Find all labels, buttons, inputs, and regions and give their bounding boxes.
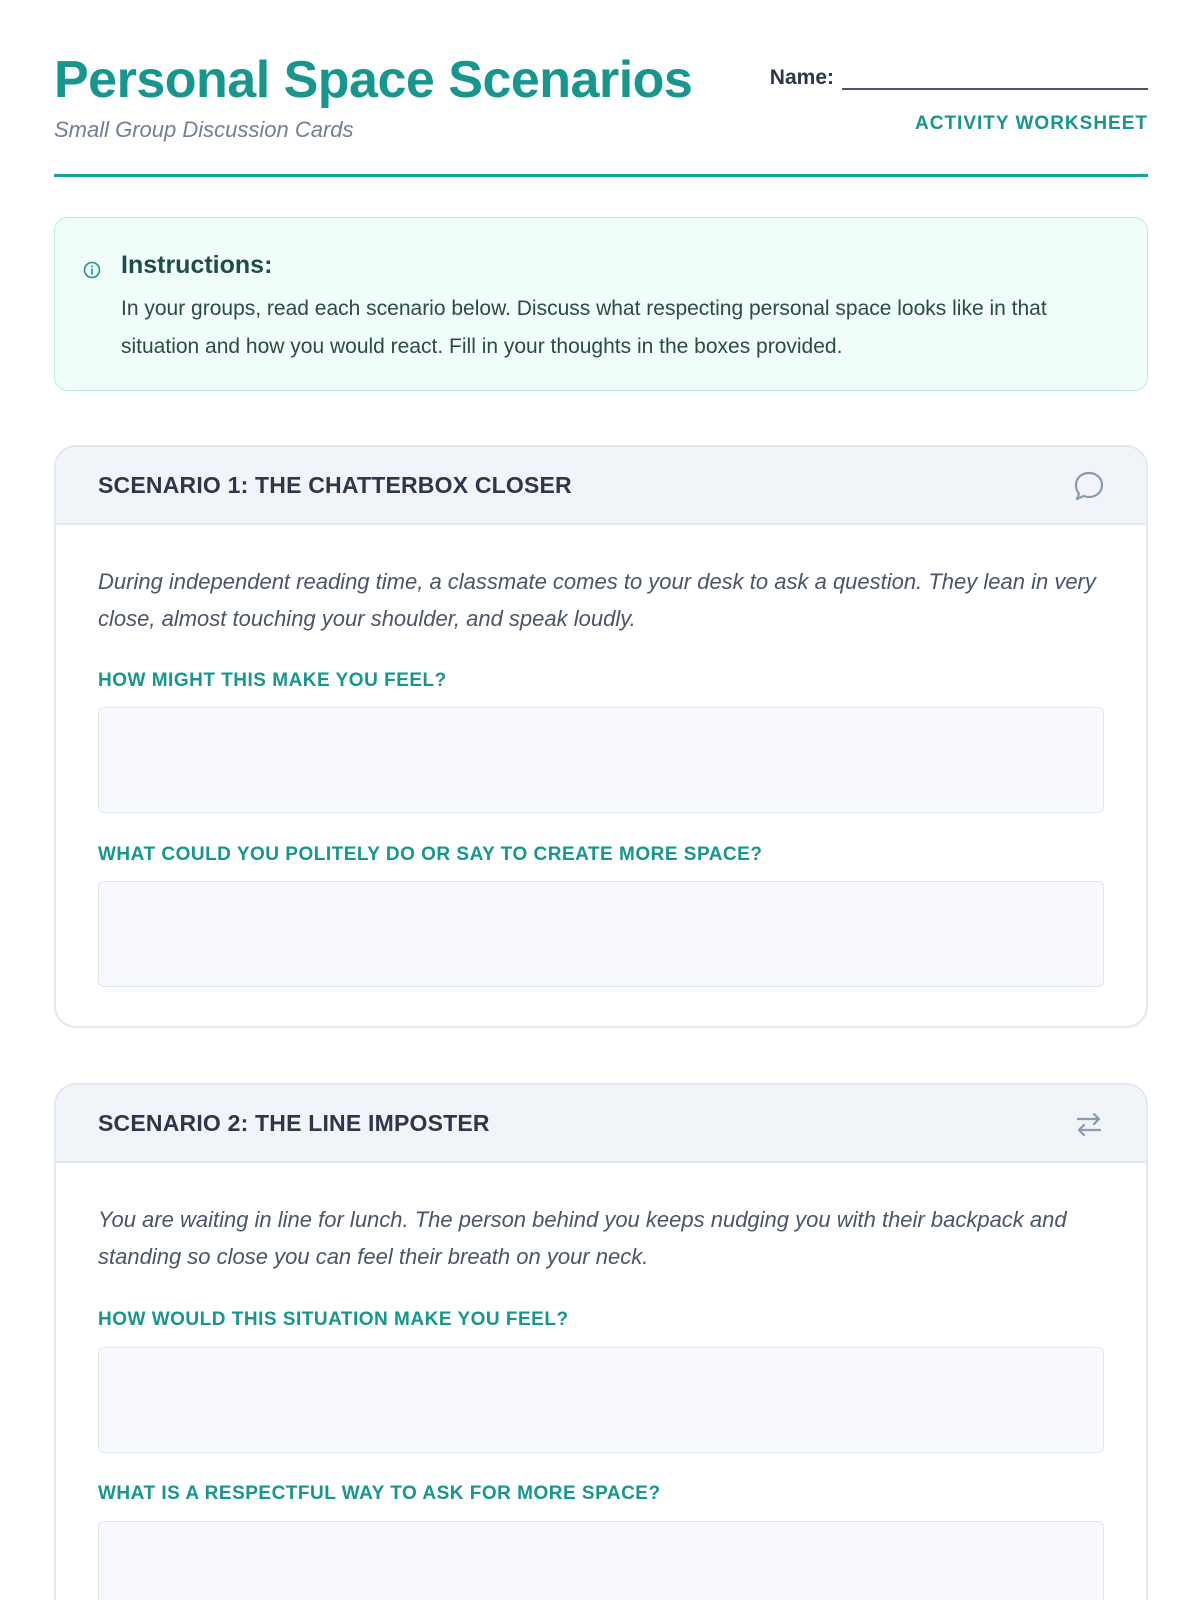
scenario-card-2 xyxy=(54,1083,1148,1600)
page-title: Personal Space Scenarios xyxy=(54,51,693,109)
question-label: HOW WOULD THIS SITUATION MAKE YOU FEEL? xyxy=(98,1309,569,1330)
question-label: WHAT IS A RESPECTFUL WAY TO ASK FOR MORE SPACE? xyxy=(98,1483,661,1504)
speech-bubble-icon xyxy=(1072,469,1106,503)
scenario-card-header xyxy=(56,447,1146,525)
scenario-title: SCENARIO 2: THE LINE IMPOSTER xyxy=(98,1110,490,1136)
page-header xyxy=(54,0,1148,177)
name-label: Name: xyxy=(769,66,834,89)
answer-box[interactable] xyxy=(98,707,1104,813)
instructions-text: In your groups, read each scenario below. Discuss what respecting personal space looks like in that situation and how you would react. Fill in your thoughts in the boxes provided. xyxy=(121,297,1047,358)
answer-box[interactable] xyxy=(98,881,1104,987)
scenario-card-1 xyxy=(54,445,1148,1028)
scenario-description: During independent reading time, a classmate comes to your desk to ask a question. They lean in very close, almost touching your shoulder, and speak loudly. xyxy=(98,569,1096,631)
worksheet-label: ACTIVITY WORKSHEET xyxy=(915,113,1148,134)
name-field[interactable] xyxy=(842,72,1148,90)
question-label: HOW MIGHT THIS MAKE YOU FEEL? xyxy=(98,670,447,691)
instructions-title: Instructions: xyxy=(121,251,273,279)
worksheet-page xyxy=(54,0,1148,1504)
scenario-description: You are waiting in line for lunch. The person behind you keeps nudging you with their backpack and standing so close you can feel their breath on your neck. xyxy=(98,1207,1067,1269)
swap-arrows-icon xyxy=(1072,1107,1106,1141)
name-field-row xyxy=(770,66,1148,90)
answer-box[interactable] xyxy=(98,1347,1104,1453)
page-subtitle: Small Group Discussion Cards xyxy=(54,117,354,142)
info-icon xyxy=(83,261,101,279)
scenario-title: SCENARIO 1: THE CHATTERBOX CLOSER xyxy=(98,472,572,498)
instructions-box xyxy=(54,217,1148,391)
scenario-card-header xyxy=(56,1085,1146,1163)
answer-box[interactable] xyxy=(98,1521,1104,1600)
question-label: WHAT COULD YOU POLITELY DO OR SAY TO CREATE MORE SPACE? xyxy=(98,844,763,865)
